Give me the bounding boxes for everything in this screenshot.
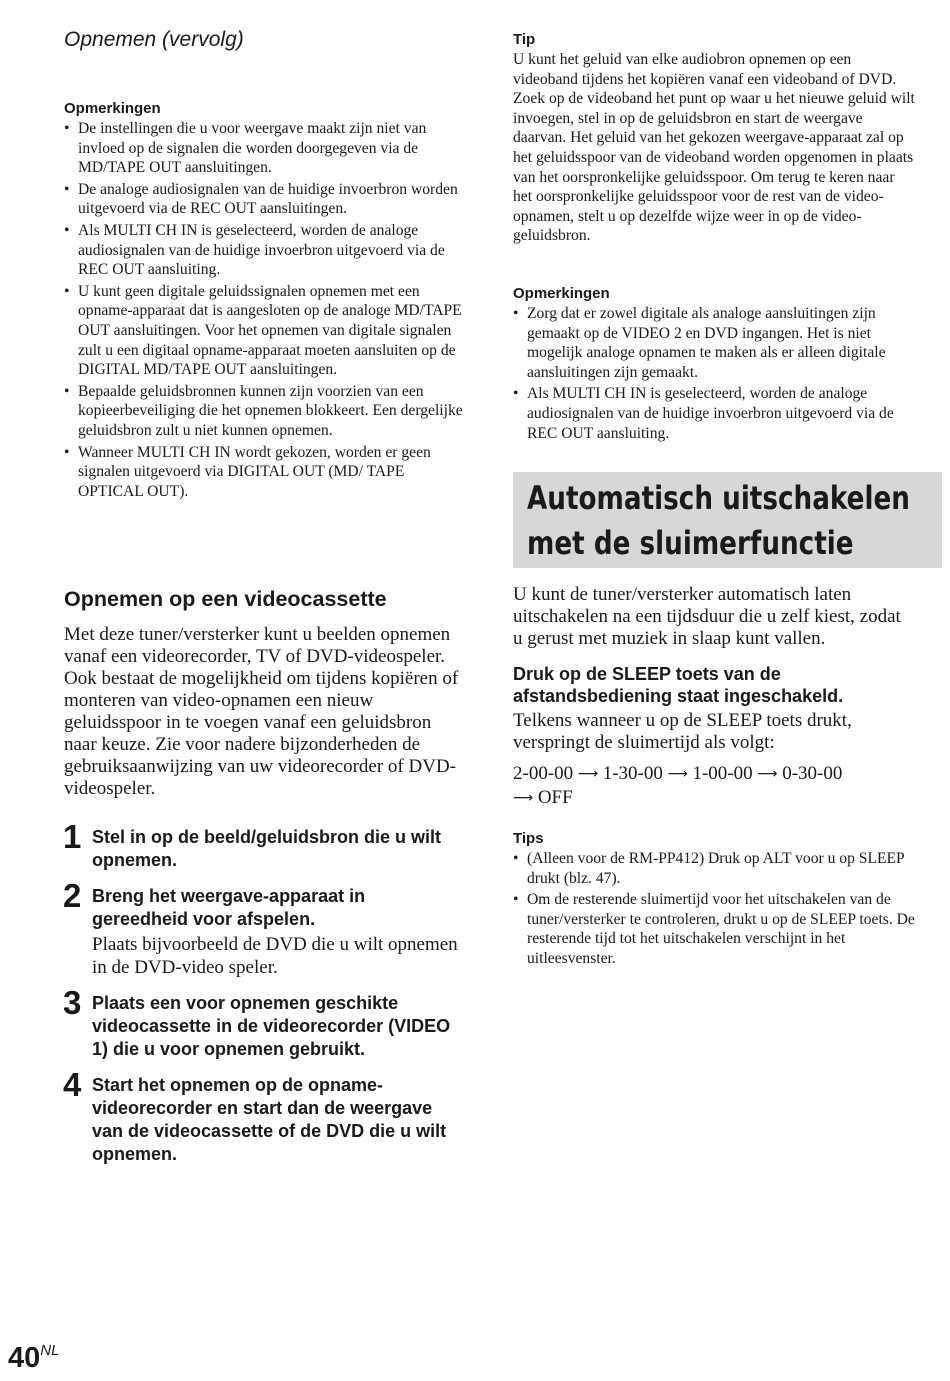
note-item: • De instellingen die u voor weergave maakt zijn niet van invloed op de signalen die worden doorgegeven via de MD/TAPE OUT aansluitingen. <box>64 119 466 178</box>
page-number-value: 40 <box>8 1342 41 1374</box>
step-number: 4 <box>63 1066 82 1103</box>
section-header: Opnemen (vervolg) <box>64 28 244 51</box>
tip-heading: Tip <box>513 31 536 48</box>
step-body: Plaats bijvoorbeeld de DVD die u wilt opnemen in de DVD-video speler. <box>92 934 458 978</box>
sequence-value: OFF <box>537 787 573 808</box>
step-title: Start het opnemen op de opname-videorecorder en start dan de weergave van de videocassette of de DVD die u wilt opnemen. <box>92 1075 447 1164</box>
section-intro: Met deze tuner/versterker kunt u beelden opnemen vanaf een videorecorder, TV of DVD-videospeler. Ook bestaat de mogelijkheid om tijdens kopiëren of monteren van video-opnamen een nieuw geluidsspoor in te voegen vanaf een geluidsbron naar keuze. Zie voor nadere bijzonderheden de gebruiksaanwijzing van uw videorecorder of DVD-videospeler. <box>64 624 459 799</box>
notes-block-right <box>513 285 915 445</box>
note-item: • Als MULTI CH IN is geselecteerd, worden de analoge audiosignalen van de huidige invoerbron uitgevoerd via de REC OUT aansluiting. <box>64 221 466 280</box>
sequence-value: 0-30-00 <box>782 763 843 784</box>
note-item: • U kunt geen digitale geluidssignalen opnemen met een opname-apparaat dat is aangesloten op de analoge MD/TAPE OUT aansluitingen. Voor het opnemen van digitale signalen zult u een digitaal opname-apparaat moeten aansluiten op de DIGITAL MD/TAPE OUT aansluitingen. <box>64 282 466 380</box>
notes-list <box>513 304 915 443</box>
step-title: Breng het weergave-apparaat in gereedheid voor afspelen. <box>92 886 366 929</box>
tips-block <box>513 830 915 969</box>
page-language: NL <box>40 1342 60 1359</box>
step-3 <box>63 984 466 1061</box>
note-item: • Bepaalde geluidsbronnen kunnen zijn voorzien van een kopieerbeveiliging die het opnemen blokkeert. Een dergelijke geluidsbron zult u niet kunnen opnemen. <box>64 382 466 441</box>
notes-list <box>64 119 466 501</box>
step-1 <box>63 818 466 872</box>
arrow-right-icon: ⟶ <box>513 790 534 806</box>
sleep-title-line-2: met de sluimerfunctie <box>527 524 854 562</box>
tip-item: • (Alleen voor de RM-PP412) Druk op ALT voor u op SLEEP drukt (blz. 47). <box>513 849 915 888</box>
sequence-value: 1-00-00 <box>692 763 753 784</box>
notes-heading: Opmerkingen <box>513 285 610 302</box>
step-2 <box>63 877 466 979</box>
sleep-explanation: Telkens wanneer u op de SLEEP toets drukt, verspringt de sluimertijd als volgt: <box>513 710 852 753</box>
step-4 <box>63 1066 466 1166</box>
arrow-right-icon: ⟶ <box>757 766 778 782</box>
step-number: 1 <box>63 818 82 855</box>
step-number: 2 <box>63 877 82 914</box>
sleep-intro: U kunt de tuner/versterker automatisch laten uitschakelen na een tijdsduur die u zelf kiest, zodat u gerust met muziek in slaap kunt vallen. <box>513 584 901 649</box>
tip-text: U kunt het geluid van elke audiobron opnemen op een videoband tijdens het kopiëren vanaf een videoband of DVD. Zoek op de videoband het punt op waar u het nieuwe geluid wilt invoegen, stel in op de geluidsbron en start de weergave daarvan. Het geluid van het gekozen weergave-apparaat zal op het geluidsspoor van de videoband worden opgenomen in plaats van het oorspronkelijke geluidsspoor. Om terug te keren naar het oorspronkelijke geluidsspoor voor de rest van de video-opnamen, stelt u op dezelfde wijze weer in op de video-geluidsbron. <box>513 51 915 245</box>
sequence-value: 2-00-00 <box>513 763 574 784</box>
sleep-title-line-1: Automatisch uitschakelen <box>527 479 910 517</box>
tip-item: • Om de resterende sluimertijd voor het uitschakelen van de tuner/versterker te controleren, drukt u op de SLEEP toets. De resterende tijd tot het uitschakelen verschijnt in het uitleesvenster. <box>513 890 915 968</box>
note-item: • Wanneer MULTI CH IN wordt gekozen, worden er geen signalen uitgevoerd via DIGITAL OUT (MD/ TAPE OPTICAL OUT). <box>64 443 466 502</box>
arrow-right-icon: ⟶ <box>667 766 688 782</box>
sleep-sequence <box>513 762 915 810</box>
step-title: Stel in op de beeld/geluidsbron die u wilt opnemen. <box>92 827 442 870</box>
sleep-section <box>513 584 915 971</box>
notes-block <box>64 100 466 503</box>
note-item: • Zorg dat er zowel digitale als analoge aansluitingen zijn gemaakt op de VIDEO 2 en DVD ingangen. Het is niet mogelijk analoge opnamen te maken als er alleen digitale aansluitingen zijn gemaakt. <box>513 304 915 382</box>
arrow-right-icon: ⟶ <box>577 766 598 782</box>
section-heading: Opnemen op een videocassette <box>64 587 387 611</box>
sequence-value: 1-30-00 <box>602 763 663 784</box>
step-title: Plaats een voor opnemen geschikte videocassette in de videorecorder (VIDEO 1) die u voor opnemen gebruikt. <box>92 993 451 1059</box>
sleep-title-box <box>513 472 942 568</box>
page-number <box>8 1342 59 1375</box>
tips-heading: Tips <box>513 830 544 847</box>
step-number: 3 <box>63 984 82 1021</box>
note-item: • De analoge audiosignalen van de huidige invoerbron worden uitgevoerd via de REC OUT aansluitingen. <box>64 180 466 219</box>
sleep-instruction: Druk op de SLEEP toets van de afstandsbediening staat ingeschakeld. <box>513 664 844 706</box>
tips-list <box>513 849 915 969</box>
tip-block <box>513 31 915 246</box>
video-section <box>64 587 466 1166</box>
notes-heading: Opmerkingen <box>64 100 161 117</box>
note-item: • Als MULTI CH IN is geselecteerd, worden de analoge audiosignalen van de huidige invoerbron uitgevoerd via de REC OUT aansluiting. <box>513 384 915 443</box>
